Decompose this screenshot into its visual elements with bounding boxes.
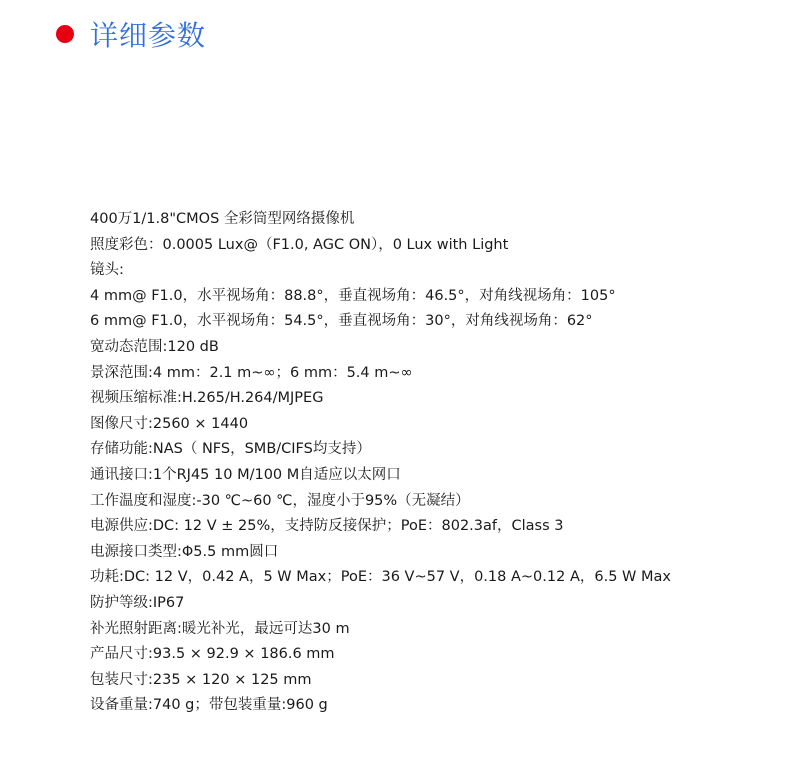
spec-list — [90, 207, 799, 719]
spec-line-light-distance: 补光照射距离:暖光补光，最远可达30 m — [90, 620, 350, 637]
spec-line-power-interface: 电源接口类型:Φ5.5 mm圆口 — [90, 543, 279, 560]
spec-line-lens-4mm: 4 mm@ F1.0，水平视场角：88.8°，垂直视场角：46.5°，对角线视场角：105° — [90, 287, 616, 304]
spec-line-lens-6mm: 6 mm@ F1.0，水平视场角：54.5°，垂直视场角：30°，对角线视场角：62° — [90, 313, 593, 330]
spec-line-illumination: 照度彩色：0.0005 Lux@（F1.0, AGC ON），0 Lux with Light — [90, 236, 509, 253]
spec-line-model: 400万1/1.8"CMOS 全彩筒型网络摄像机 — [90, 211, 355, 227]
red-dot-icon — [56, 25, 74, 43]
spec-line-network-interface: 通讯接口:1个RJ45 10 M/100 M自适应以太网口 — [90, 466, 401, 483]
spec-line-video-compression: 视频压缩标准:H.265/H.264/MJPEG — [90, 390, 324, 407]
spec-line-weight: 设备重量:740 g；带包装重量:960 g — [90, 697, 328, 714]
spec-line-power-consumption: 功耗:DC: 12 V，0.42 A，5 W Max；PoE：36 V~57 V，0.18 A~0.12 A，6.5 W Max — [90, 569, 671, 586]
section-header — [56, 14, 206, 54]
spec-line-wdr: 宽动态范围:120 dB — [90, 338, 219, 355]
spec-line-depth-of-field: 景深范围:4 mm：2.1 m~∞；6 mm：5.4 m~∞ — [90, 364, 413, 381]
spec-line-operating-conditions: 工作温度和湿度:-30 ℃~60 ℃，湿度小于95%（无凝结） — [90, 492, 470, 509]
spec-line-package-dimensions: 包装尺寸:235 × 120 × 125 mm — [90, 671, 312, 688]
spec-line-lens-heading: 镜头: — [90, 262, 124, 279]
spec-line-protection: 防护等级:IP67 — [90, 594, 185, 611]
spec-line-product-dimensions: 产品尺寸:93.5 × 92.9 × 186.6 mm — [90, 646, 335, 663]
section-title: 详细参数 — [90, 19, 207, 52]
spec-line-storage: 存储功能:NAS（ NFS，SMB/CIFS均支持） — [90, 441, 371, 458]
spec-line-image-size: 图像尺寸:2560 × 1440 — [90, 415, 249, 432]
spec-line-power-supply: 电源供应:DC: 12 V ± 25%，支持防反接保护；PoE：802.3af，Class 3 — [90, 518, 564, 535]
